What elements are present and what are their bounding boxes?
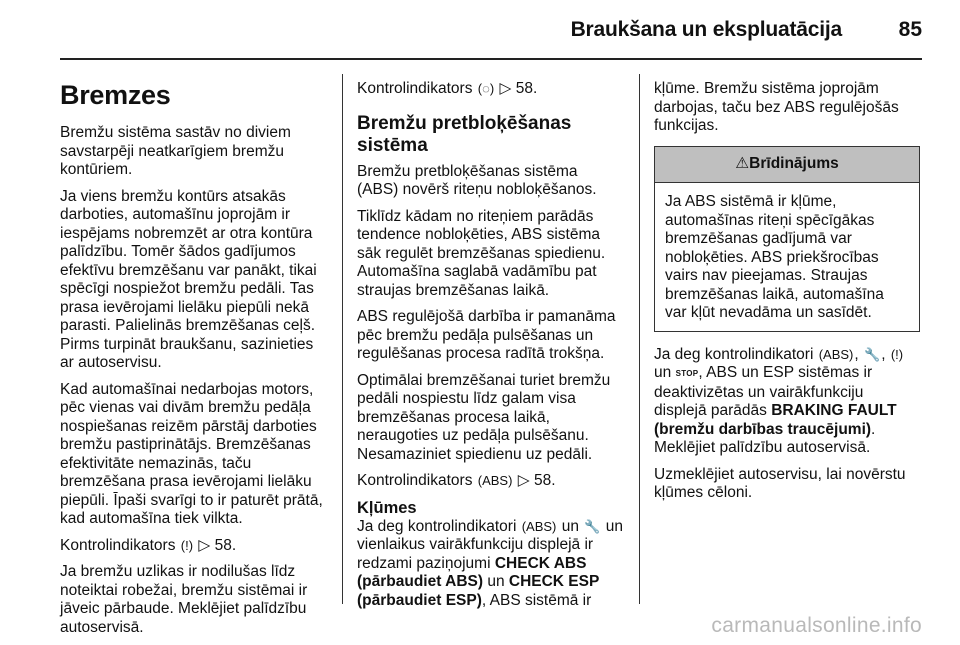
indicator-reference (60, 537, 326, 556)
warning-box (654, 146, 920, 332)
brake-warning-icon: (!) (180, 537, 194, 553)
section-heading-brakes: Bremzes (60, 80, 171, 110)
reference-text: Kontrolindikators (357, 472, 473, 489)
text: un (487, 573, 505, 590)
subheading-faults: Kļūmes (357, 498, 417, 517)
page-ref-arrow-icon: ▷ (198, 536, 211, 554)
wrench-icon: 🔧 (864, 346, 881, 362)
section-heading-abs: Bremžu pretbloķēšanas sistēma (357, 112, 572, 156)
page-reference: 58. (214, 536, 237, 554)
text: un vienlaikus vairākfunkciju displejā ir redzami paziņojumi (357, 517, 624, 572)
column-divider-2 (639, 74, 640, 604)
paragraph: Ja viens bremžu kontūrs atsakās darboties, automašīnu joprojām ir iespējams nobremzēt ar otra kontūra palīdzību. Tomēr šādos gadījumos efektīvu bremzēšanu var panākt, tikai spēcīgi nospiežot bremžu pedāli. Tas prasa ievērojami lielāku piepūli nekā parasti. Palielinās bremzēšanas ceļš. Pirms turpināt braukšanu, sazinieties ar autoservisu. (60, 187, 317, 371)
message-check-esp: CHECK ESP (pārbaudiet ESP) (357, 573, 600, 609)
warning-text: Ja ABS sistēmā ir kļūme, automašīnas riteņi spēcīgākas bremzēšanas gadījumā var nobloķēties. ABS priekšrocības vairs nav pieejamas. Straujas bremzēšanas laikā, automašīna var kļūt nevadāma un sasīdēt. (665, 193, 884, 321)
message-braking-fault: BRAKING FAULT (bremžu darbības traucējumi) (654, 402, 897, 438)
abs-icon: (ABS) (521, 518, 557, 534)
text: . Meklējiet palīdzību autoservisā. (654, 420, 876, 456)
warning-triangle-icon: ⚠ (735, 154, 750, 172)
page-ref-arrow-icon: ▷ (499, 80, 512, 97)
reference-text: Kontrolindikators (357, 80, 473, 97)
watermark: carmanualsonline.info (711, 614, 922, 637)
brake-pad-icon: (◌) (477, 81, 495, 96)
column-2 (357, 74, 623, 618)
paragraph (357, 518, 623, 611)
column-divider-1 (342, 74, 343, 604)
page-ref-arrow-icon: ▷ (517, 472, 530, 489)
paragraph: Bremžu sistēma sastāv no diviem savstarpēji neatkarīgiem bremžu kontūriem. (60, 124, 291, 178)
text: , (854, 345, 859, 363)
header-divider (60, 58, 922, 60)
indicator-reference (357, 80, 623, 99)
paragraph: Uzmeklējiet autoservisu, lai novērstu kļūmes cēloni. (654, 465, 906, 501)
abs-icon: (ABS) (477, 473, 513, 488)
text: un (561, 517, 579, 535)
brake-warning-icon: (!) (890, 346, 904, 362)
paragraph: Ja bremžu uzlikas ir nodilušas līdz noteiktai robežai, bremžu sistēmai ir jāveic pārbaude. Meklējiet palīdzību autoservisā. (60, 563, 308, 636)
page-number: 85 (898, 18, 922, 41)
column-3 (654, 74, 920, 511)
paragraph: Bremžu pretbloķēšanas sistēma (ABS) novērš riteņu nobloķēšanos. (357, 162, 597, 198)
text: , ABS un ESP sistēmas ir deaktivizētas un vairākfunkciju displejā parādās (654, 364, 873, 419)
page-reference: 58. (533, 472, 556, 489)
reference-text: Kontrolindikators (60, 536, 176, 554)
text: Ja deg kontrolindikatori (654, 345, 814, 363)
wrench-icon: 🔧 (584, 518, 601, 534)
page-reference: 58. (515, 80, 538, 97)
warning-header (655, 147, 919, 184)
paragraph: Tiklīdz kādam no riteņiem parādās tendence nobloķēties, ABS sistēma sāk regulēt bremzēšanas spiedienu. Automašīna saglabā vadāmību pat straujas bremzēšanas laikā. (357, 207, 606, 299)
message-check-abs: CHECK ABS (pārbaudiet ABS) (357, 554, 587, 590)
text: , ABS sistēmā ir (481, 591, 592, 609)
running-header-title: Braukšana un ekspluatācija (570, 18, 842, 41)
text: un (654, 364, 672, 381)
text: , (881, 345, 886, 363)
paragraph: Kad automašīnai nedarbojas motors, pēc vienas vai divām bremžu pedāļa nospiešanas reizēm pārstāj darboties bremžu pastiprinātājs. Bremzēšanas efektivitāte nemazinās, taču bremzēšana prasa ievērojami lielāku piepūli. Īpaši svarīgi to ir paturēt prātā, kad automašīna tiek vilkta. (60, 380, 323, 527)
column-1 (60, 74, 326, 645)
paragraph (654, 346, 920, 458)
paragraph: kļūme. Bremžu sistēma joprojām darbojas, taču bez ABS regulējošās funkcijas. (654, 80, 899, 134)
stop-icon: STOP (675, 369, 699, 378)
text: Ja deg kontrolindikatori (357, 517, 517, 535)
abs-icon: (ABS) (818, 346, 854, 362)
warning-title: Brīdinājums (749, 154, 839, 172)
paragraph: ABS regulējošā darbība ir pamanāma pēc bremžu pedāļa pulsēšanas un regulēšanas procesa radītā trokšņa. (357, 308, 616, 362)
paragraph: Optimālai bremzēšanai turiet bremžu pedāli nospiestu līdz galam visa bremzēšanas procesa laikā, neraugoties uz pedāļa pulsēšanu. Nesamaziniet spiedienu uz pedāli. (357, 371, 611, 463)
indicator-reference (357, 472, 623, 491)
